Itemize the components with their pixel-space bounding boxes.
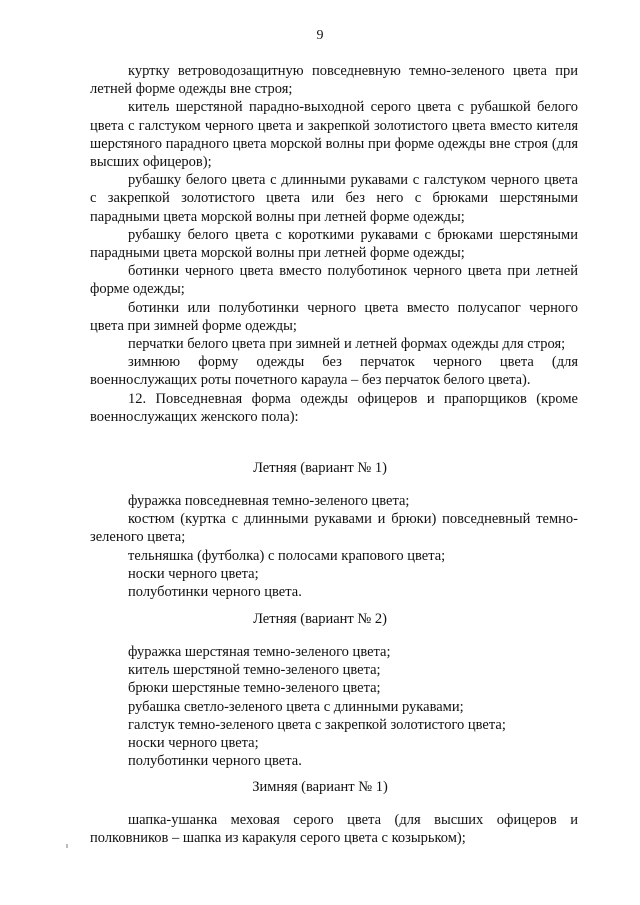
- list-item: носки черного цвета;: [128, 565, 259, 582]
- paragraph-block-1: [90, 62, 578, 426]
- section-heading-summer-1: Летняя (вариант № 1): [253, 460, 387, 476]
- section-heading-winter-1: Зимняя (вариант № 1): [252, 779, 388, 795]
- list-item: костюм (куртка с длинными рукавами и брюки) повседневный темно-зеленого цвета;: [90, 511, 578, 546]
- paragraph-jacket: куртку ветроводозащитную повседневную темно-зеленого цвета при летней форме одежды вне строя;: [90, 63, 578, 98]
- list-item: шапка-ушанка меховая серого цвета (для высших офицеров и полковников – шапка из каракуля серого цвета с козырьком);: [90, 812, 578, 847]
- list-summer-1: [90, 492, 578, 601]
- list-item: китель шерстяной темно-зеленого цвета;: [128, 662, 381, 679]
- list-item: полуботинки черного цвета.: [128, 753, 302, 770]
- list-item: тельняшка (футболка) с полосами крапового цвета;: [128, 547, 446, 564]
- paragraph-gray-tunic: китель шерстяной парадно-выходной серого цвета с рубашкой белого цвета с галстуком черного цвета и закрепкой золотистого цвета вместо кителя шерстяного парадного цвета морской волны при форме одежды вне строя (для высших офицеров);: [90, 99, 578, 171]
- list-item: рубашка светло-зеленого цвета с длинными рукавами;: [128, 698, 464, 715]
- paragraph-short-sleeve-shirt: рубашку белого цвета с короткими рукавами с брюками шерстяными парадными цвета морской волны при летней форме одежды;: [90, 226, 578, 262]
- list-winter-1: [90, 811, 578, 847]
- list-summer-2: [90, 643, 578, 770]
- page-number: 9: [316, 28, 324, 43]
- scan-speck: [66, 844, 68, 848]
- list-item: галстук темно-зеленого цвета с закрепкой золотистого цвета;: [128, 716, 506, 733]
- list-item: полуботинки черного цвета.: [128, 584, 302, 601]
- paragraph-white-gloves: перчатки белого цвета при зимней и летней формах одежды для строя;: [128, 336, 566, 353]
- paragraph-boots-winter: ботинки или полуботинки черного цвета вместо полусапог черного цвета при зимней форме одежды;: [90, 299, 578, 334]
- list-item: фуражка повседневная темно-зеленого цвета;: [128, 493, 410, 509]
- list-item: фуражка шерстяная темно-зеленого цвета;: [128, 644, 391, 660]
- section-heading-summer-2: Летняя (вариант № 2): [253, 611, 387, 627]
- paragraph-winter-no-gloves: зимнюю форму одежды без перчаток черного цвета (для военнослужащих роты почетного караула – без перчаток белого цвета).: [90, 354, 578, 389]
- paragraph-item-12: 12. Повседневная форма одежды офицеров и прапорщиков (кроме военнослужащих женского пола):: [90, 390, 578, 425]
- paragraph-boots-summer: ботинки черного цвета вместо полуботинок черного цвета при летней форме одежды;: [90, 263, 578, 298]
- paragraph-long-sleeve-shirt: рубашку белого цвета с длинными рукавами с галстуком черного цвета с закрепкой золотистого цвета или без него с брюками шерстяными парадными цвета морской волны при летней форме одежды;: [90, 172, 578, 225]
- list-item: носки черного цвета;: [128, 735, 259, 752]
- list-item: брюки шерстяные темно-зеленого цвета;: [128, 680, 381, 697]
